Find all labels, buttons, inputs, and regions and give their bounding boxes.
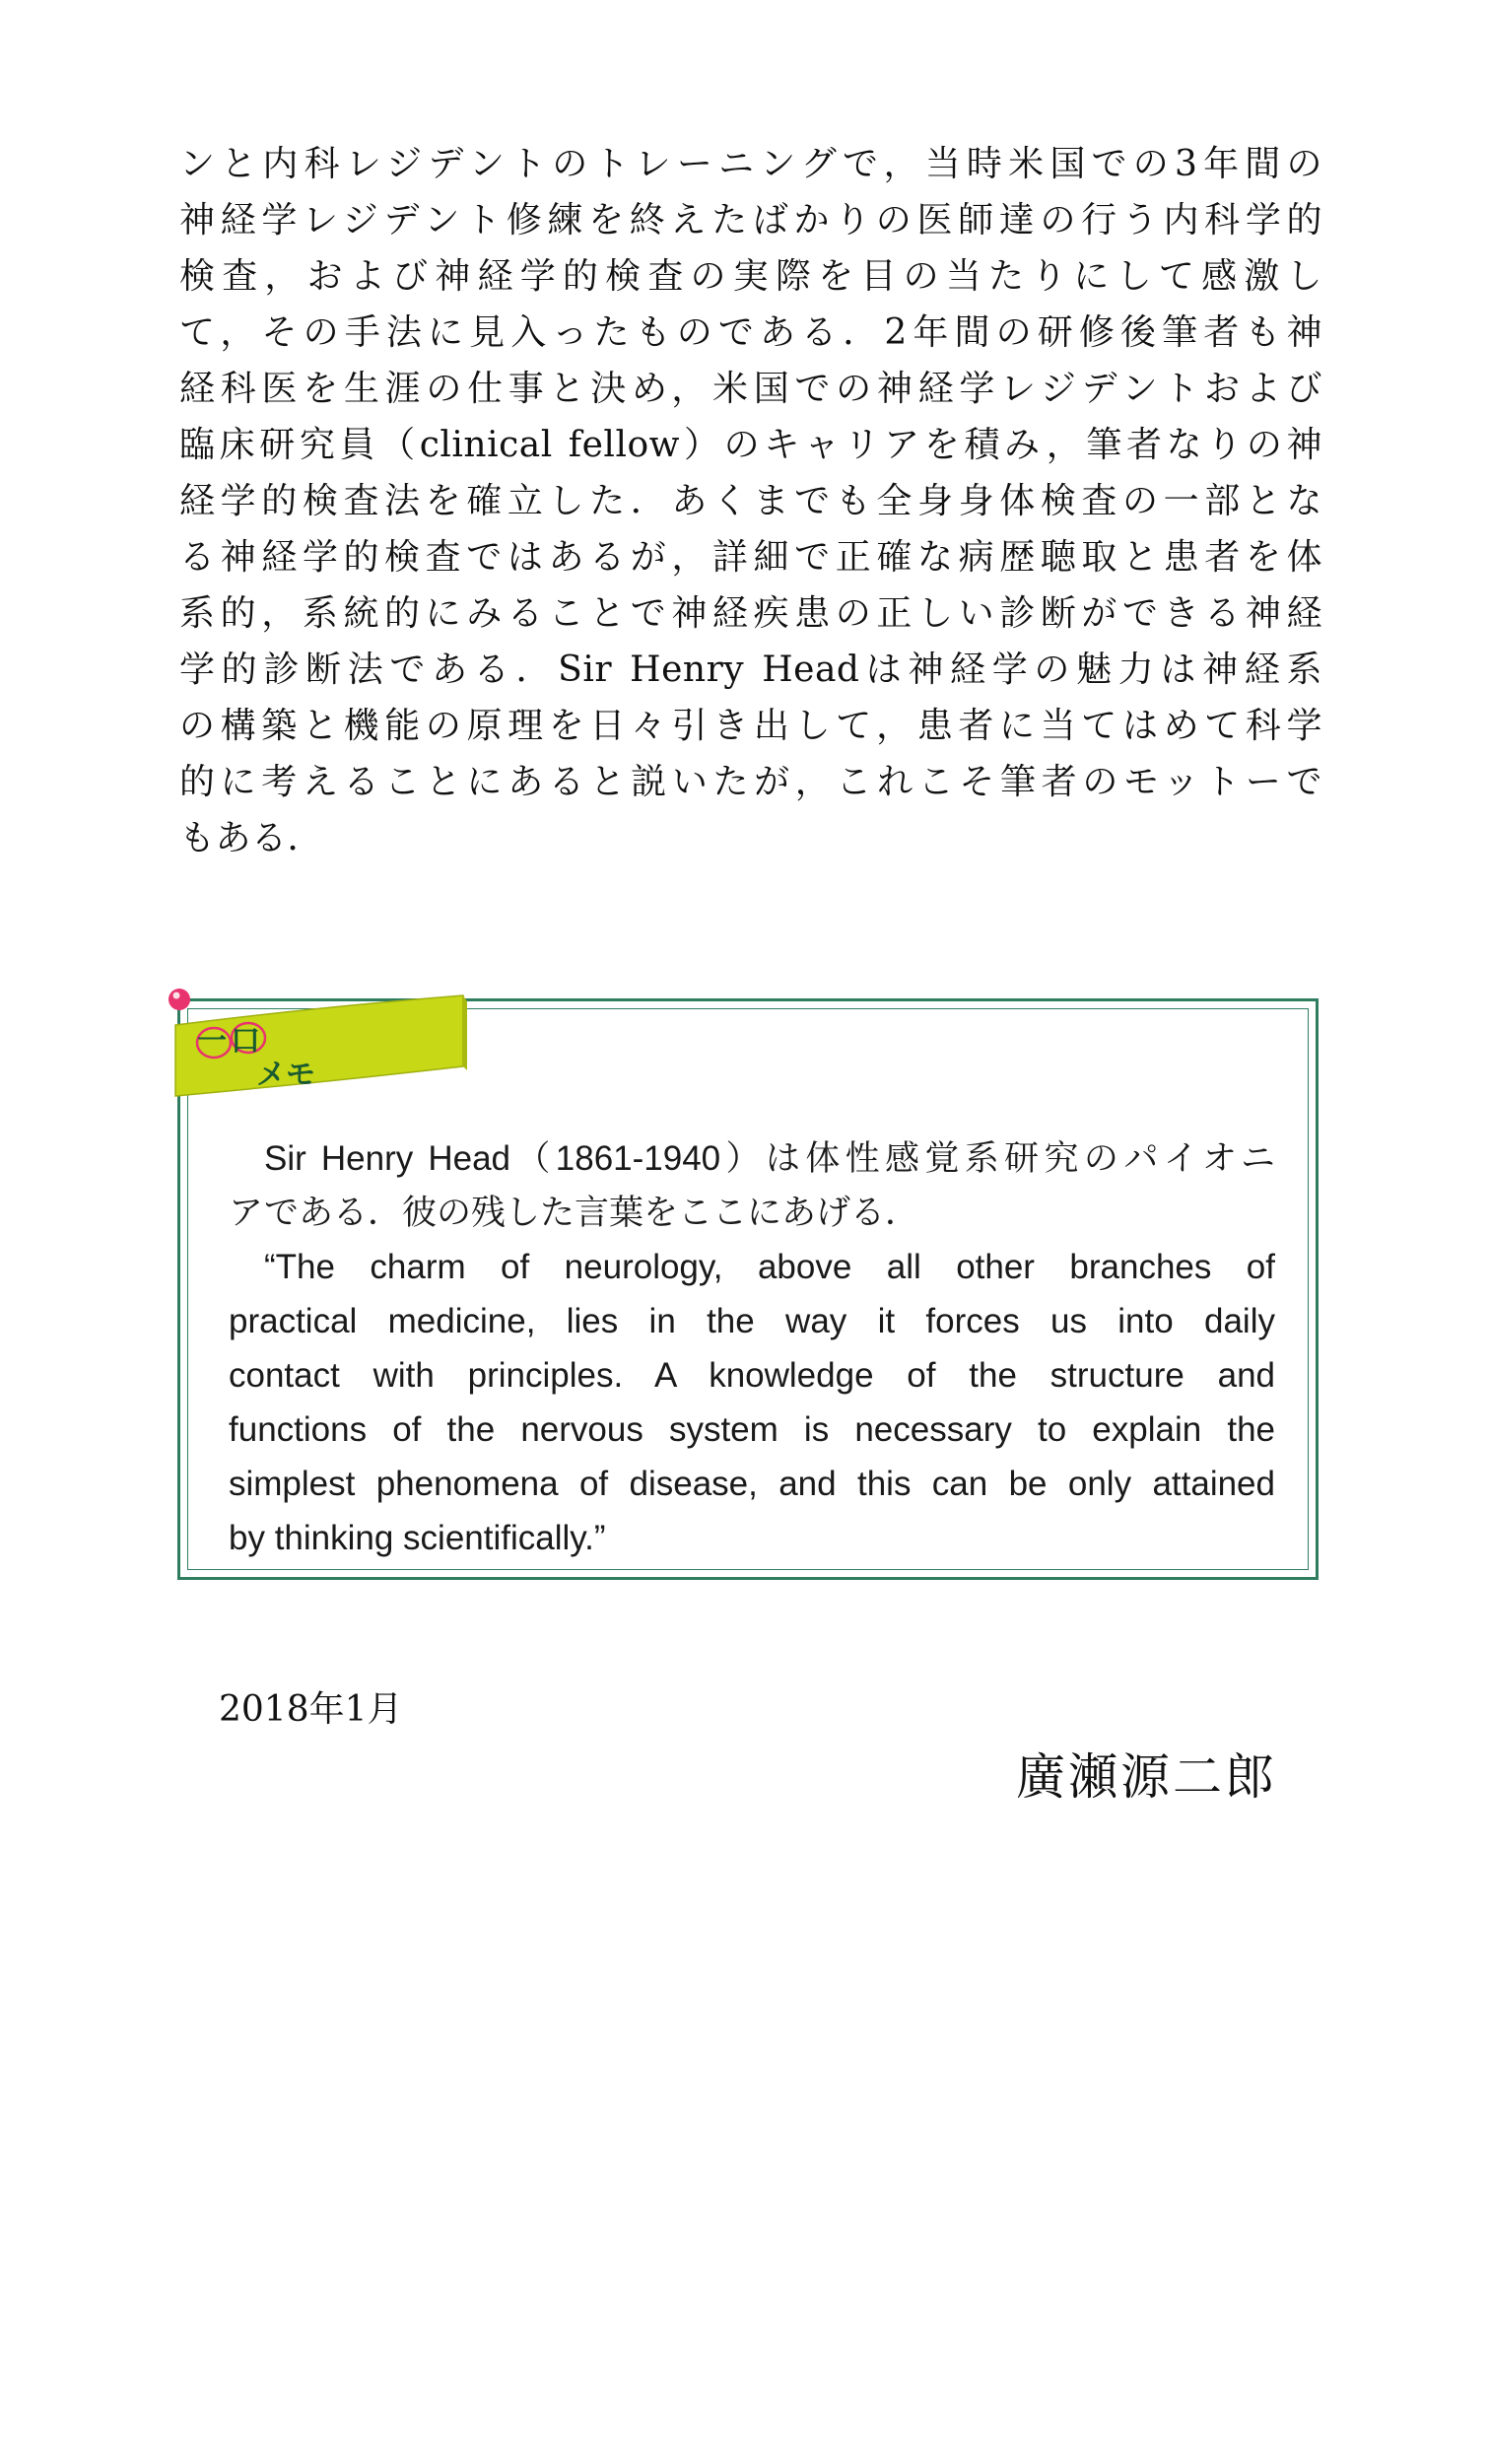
body-line: て，その手法に見入ったものである．2年間の研修後筆者も神 bbox=[179, 312, 1322, 353]
author-name: 廣瀬源二郎 bbox=[1016, 1748, 1277, 1806]
memo-tag-label-top: 一口 bbox=[197, 1024, 264, 1059]
memo-tag-graphic bbox=[168, 986, 468, 1104]
pin-icon bbox=[169, 989, 190, 1010]
body-line: もある． bbox=[179, 818, 324, 858]
body-line: 経学的検査法を確立した．あくまでも全身身体検査の一部とな bbox=[179, 481, 1322, 521]
body-line: ンと内科レジデントのトレーニングで，当時米国での3年間の bbox=[179, 144, 1322, 184]
body-line: 臨床研究員（clinical fellow）のキャリアを積み，筆者なりの神 bbox=[179, 425, 1322, 465]
memo-quote-paragraph bbox=[229, 1240, 1275, 1565]
memo-line: by thinking scientifically.” bbox=[229, 1519, 606, 1557]
memo-line: simplest phenomena of disease, and this can be only attained bbox=[229, 1465, 1275, 1503]
memo-line: functions of the nervous system is necessary to explain the bbox=[229, 1410, 1275, 1449]
body-line: 検査，および神経学的検査の実際を目の当たりにして感激し bbox=[179, 256, 1322, 297]
body-line: 的に考えることにあると説いたが，これこそ筆者のモットーで bbox=[179, 762, 1322, 802]
memo-intro-paragraph bbox=[229, 1131, 1275, 1240]
body-line: 神経学レジデント修練を終えたばかりの医師達の行う内科学的 bbox=[179, 200, 1322, 240]
memo-line: アである．彼の残した言葉をここにあげる． bbox=[229, 1194, 920, 1232]
body-line: 経科医を生涯の仕事と決め，米国での神経学レジデントおよび bbox=[179, 369, 1322, 409]
memo-text bbox=[229, 1131, 1275, 1565]
memo-tag bbox=[168, 986, 468, 1104]
memo-line: practical medicine, lies in the way it forces us into daily bbox=[229, 1302, 1275, 1340]
body-line: 系的，系統的にみることで神経疾患の正しい診断ができる神経 bbox=[179, 593, 1322, 634]
memo-line: Sir Henry Head（1861-1940）は体性感覚系研究のパイオニ bbox=[264, 1139, 1275, 1178]
body-line: 学的診断法である．Sir Henry Headは神経学の魅力は神経系 bbox=[179, 650, 1322, 690]
memo-line: “The charm of neurology, above all other branches of bbox=[264, 1248, 1275, 1286]
preface-body-text bbox=[179, 136, 1322, 866]
memo-line: contact with principles. A knowledge of the structure and bbox=[229, 1356, 1275, 1395]
body-line: る神経学的検査ではあるが，詳細で正確な病歴聴取と患者を体 bbox=[179, 537, 1322, 578]
memo-tag-label-bottom: メモ bbox=[256, 1058, 315, 1092]
preface-date: 2018年1月 bbox=[219, 1689, 403, 1730]
body-line: の構築と機能の原理を日々引き出して，患者に当てはめて科学 bbox=[179, 706, 1322, 746]
